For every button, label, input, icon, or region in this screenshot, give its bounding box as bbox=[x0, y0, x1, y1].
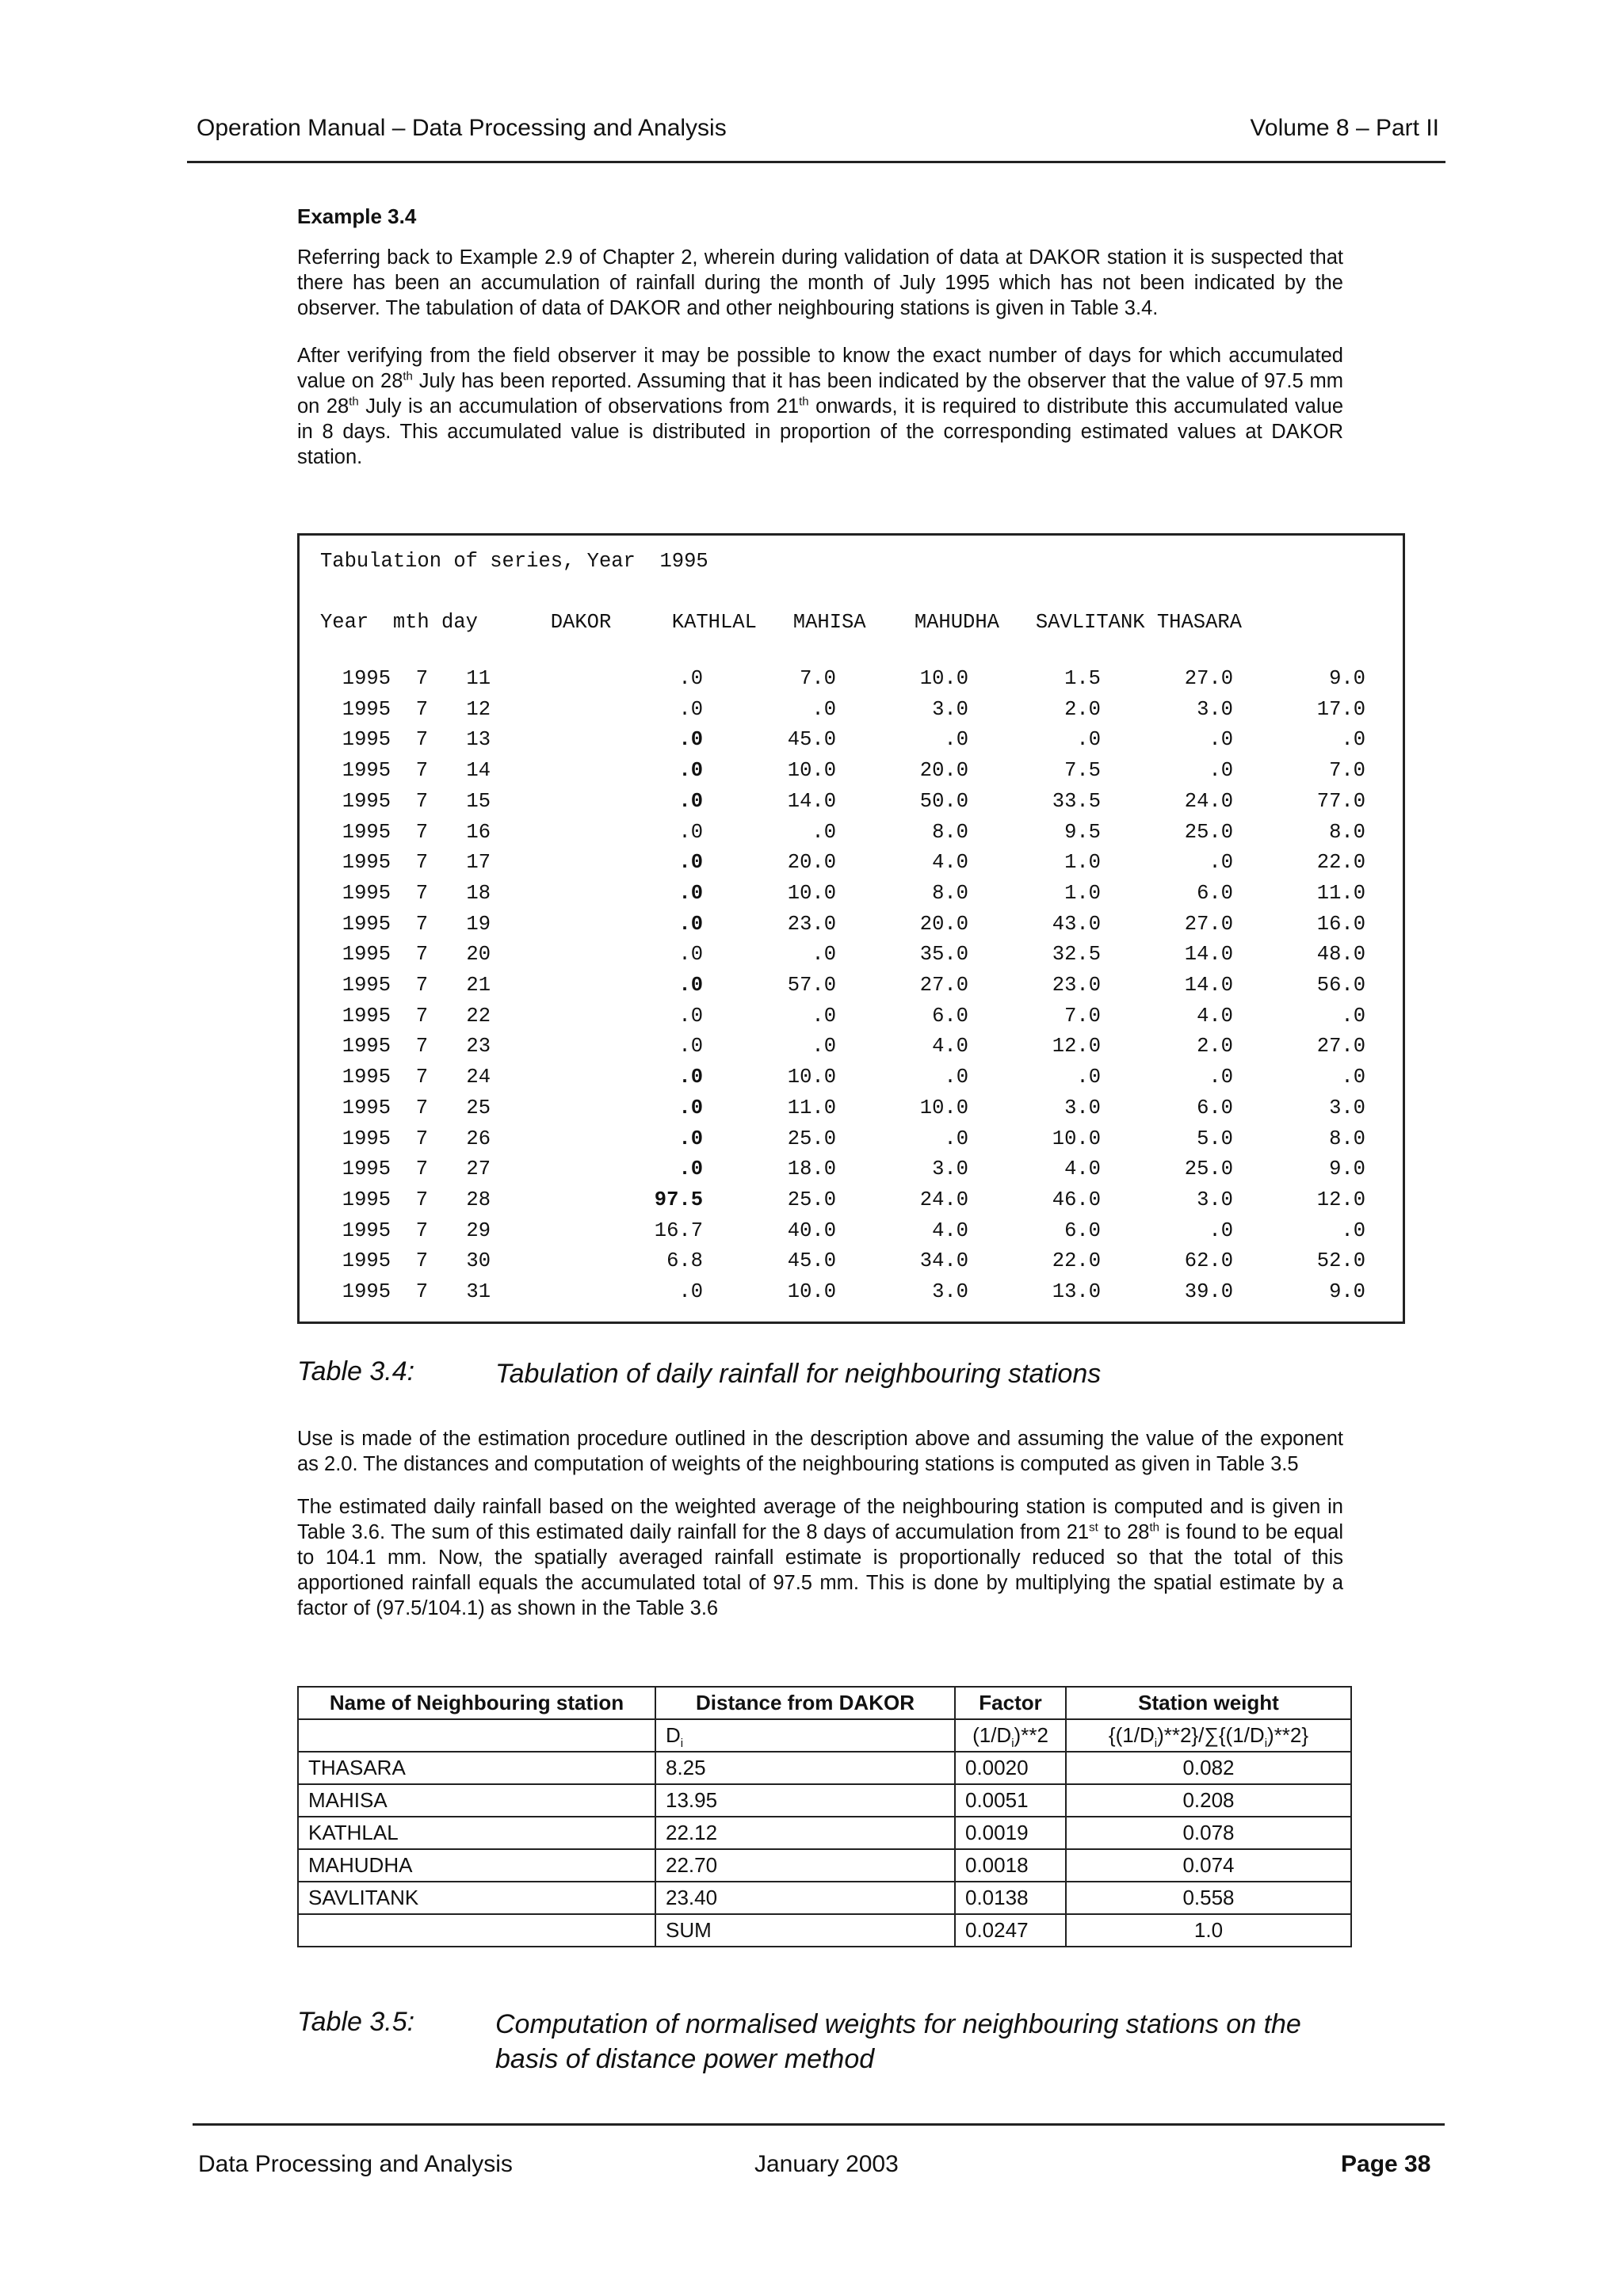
cell-day: 25 bbox=[466, 1096, 491, 1119]
cell-thasara: 9.0 bbox=[1329, 667, 1365, 690]
intro-section bbox=[297, 204, 1343, 492]
cell-day: 23 bbox=[466, 1035, 491, 1058]
cell-month: 7 bbox=[415, 1096, 428, 1119]
cell-dakor: .0 bbox=[678, 667, 703, 690]
cell-savlitank: .0 bbox=[1209, 1066, 1233, 1089]
cell-mahudha: 1.0 bbox=[1064, 851, 1101, 875]
tabulation-row bbox=[300, 790, 1403, 820]
table-header-row bbox=[298, 1687, 1351, 1719]
cell-dakor: .0 bbox=[678, 1280, 703, 1303]
cell-savlitank: 25.0 bbox=[1184, 1158, 1233, 1181]
cell-thasara: .0 bbox=[1341, 1004, 1365, 1028]
cell-kathlal: 14.0 bbox=[787, 789, 836, 813]
cell-day: 21 bbox=[466, 974, 491, 997]
cell-kathlal: .0 bbox=[812, 820, 836, 844]
cell-dakor: .0 bbox=[678, 1158, 703, 1181]
cell-thasara: 9.0 bbox=[1329, 1158, 1365, 1181]
cell-kathlal: 40.0 bbox=[787, 1219, 836, 1242]
cell-year: 1995 bbox=[342, 943, 391, 967]
cell-kathlal: 45.0 bbox=[787, 728, 836, 752]
cell-mahudha: 3.0 bbox=[1064, 1096, 1101, 1119]
cell-year: 1995 bbox=[342, 1004, 391, 1028]
header-volume: Volume 8 – Part II bbox=[1250, 115, 1439, 141]
cell-month: 7 bbox=[415, 974, 428, 997]
tabulation-row bbox=[300, 943, 1403, 973]
tabulation-row bbox=[300, 728, 1403, 758]
cell-savlitank: .0 bbox=[1209, 728, 1233, 752]
cell-month: 7 bbox=[415, 1035, 428, 1058]
cell-year: 1995 bbox=[342, 1280, 391, 1303]
tabulation-column-header: Year mth day DAKOR KATHLAL MAHISA MAHUDHA SAVLITANK THASARA bbox=[320, 611, 1242, 634]
cell-mahudha: 2.0 bbox=[1064, 697, 1101, 721]
cell-thasara: 17.0 bbox=[1316, 697, 1365, 721]
cell-dakor: .0 bbox=[678, 1127, 703, 1150]
header-title: Operation Manual – Data Processing and Analysis bbox=[197, 115, 727, 141]
cell-thasara: 12.0 bbox=[1316, 1188, 1365, 1211]
cell-day: 13 bbox=[466, 728, 491, 752]
header-factor: Factor bbox=[955, 1687, 1066, 1719]
cell-mahisa: 3.0 bbox=[932, 1158, 968, 1181]
cell-thasara: .0 bbox=[1341, 1066, 1365, 1089]
cell-mahisa: 4.0 bbox=[932, 1219, 968, 1242]
paragraph-1: Referring back to Example 2.9 of Chapter 2, wherein during validation of data at DAKOR station it is suspected that there has been an accumulation of rainfall during the month of July 1995 which has not been indicated by the observer. The tabulation of data of DAKOR and other neighbouring stations is given in Table 3.4. bbox=[297, 246, 1343, 319]
cell-mahudha: 7.5 bbox=[1064, 759, 1101, 783]
caption-number: Table 3.4: bbox=[297, 1356, 415, 1386]
cell-year: 1995 bbox=[342, 697, 391, 721]
example-title: Example 3.4 bbox=[297, 204, 417, 228]
tabulation-row bbox=[300, 1127, 1403, 1158]
table-3-5-caption bbox=[297, 2007, 1407, 2086]
cell-kathlal: 10.0 bbox=[787, 881, 836, 905]
cell-day: 14 bbox=[466, 759, 491, 783]
cell-mahisa: 35.0 bbox=[919, 943, 968, 967]
cell-mahisa: 27.0 bbox=[919, 974, 968, 997]
cell-mahisa: .0 bbox=[944, 728, 968, 752]
cell-dakor: .0 bbox=[678, 820, 703, 844]
cell-day: 17 bbox=[466, 851, 491, 875]
cell-kathlal: .0 bbox=[812, 1035, 836, 1058]
tabulation-row bbox=[300, 1219, 1403, 1249]
cell-kathlal: 18.0 bbox=[787, 1158, 836, 1181]
cell-mahudha: 6.0 bbox=[1064, 1219, 1101, 1242]
cell-mahudha: 4.0 bbox=[1064, 1158, 1101, 1181]
cell-kathlal: 23.0 bbox=[787, 912, 836, 936]
cell-mahudha: 33.5 bbox=[1052, 789, 1101, 813]
table-row: KATHLAL 22.12 0.0019 0.078 bbox=[298, 1817, 1351, 1849]
cell-dakor: .0 bbox=[678, 974, 703, 997]
cell-day: 30 bbox=[466, 1249, 491, 1273]
paragraph-4: The estimated daily rainfall based on the weighted average of the neighbouring station is computed and is given in Table 3.6. The sum of this estimated daily rainfall for the 8 days of accumulation from 21st to 28th is found to be equal to 104.1 mm. Now, the spatially averaged rainfall estimate is proportionally reduced so that the total of this apportioned rainfall equals the accumulated total of 97.5 mm. This is done by multiplying the spatial estimate by a factor of (97.5/104.1) as shown in the Table 3.6 bbox=[297, 1496, 1343, 1619]
cell-savlitank: 25.0 bbox=[1184, 820, 1233, 844]
cell-month: 7 bbox=[415, 1249, 428, 1273]
cell-day: 15 bbox=[466, 789, 491, 813]
tabulation-row bbox=[300, 913, 1403, 943]
header-rule bbox=[187, 161, 1445, 163]
cell-day: 19 bbox=[466, 912, 491, 936]
cell-year: 1995 bbox=[342, 820, 391, 844]
cell-savlitank: 14.0 bbox=[1184, 974, 1233, 997]
cell-thasara: 9.0 bbox=[1329, 1280, 1365, 1303]
cell-day: 29 bbox=[466, 1219, 491, 1242]
cell-mahudha: .0 bbox=[1076, 1066, 1101, 1089]
cell-mahudha: 7.0 bbox=[1064, 1004, 1101, 1028]
cell-dakor: .0 bbox=[678, 912, 703, 936]
cell-savlitank: .0 bbox=[1209, 1219, 1233, 1242]
cell-mahisa: 3.0 bbox=[932, 697, 968, 721]
cell-year: 1995 bbox=[342, 1188, 391, 1211]
cell-savlitank: 24.0 bbox=[1184, 789, 1233, 813]
tabulation-title: Tabulation of series, Year 1995 bbox=[320, 550, 708, 573]
cell-month: 7 bbox=[415, 851, 428, 875]
cell-year: 1995 bbox=[342, 667, 391, 690]
cell-kathlal: 11.0 bbox=[787, 1096, 836, 1119]
tabulation-row bbox=[300, 1158, 1403, 1188]
tabulation-row bbox=[300, 1249, 1403, 1280]
cell-thasara: 22.0 bbox=[1316, 851, 1365, 875]
method-section bbox=[297, 1426, 1343, 1643]
cell-month: 7 bbox=[415, 943, 428, 967]
tabulation-row bbox=[300, 851, 1403, 881]
cell-savlitank: 3.0 bbox=[1197, 697, 1233, 721]
tabulation-row bbox=[300, 1005, 1403, 1035]
cell-year: 1995 bbox=[342, 789, 391, 813]
cell-mahudha: 12.0 bbox=[1052, 1035, 1101, 1058]
cell-mahisa: 20.0 bbox=[919, 912, 968, 936]
cell-year: 1995 bbox=[342, 1158, 391, 1181]
cell-month: 7 bbox=[415, 1066, 428, 1089]
page-number: Page 38 bbox=[1341, 2151, 1431, 2177]
cell-savlitank: 2.0 bbox=[1197, 1035, 1233, 1058]
cell-year: 1995 bbox=[342, 1096, 391, 1119]
cell-thasara: 52.0 bbox=[1316, 1249, 1365, 1273]
cell-mahudha: 23.0 bbox=[1052, 974, 1101, 997]
cell-year: 1995 bbox=[342, 1219, 391, 1242]
cell-month: 7 bbox=[415, 1219, 428, 1242]
cell-mahisa: 4.0 bbox=[932, 1035, 968, 1058]
tabulation-row bbox=[300, 1066, 1403, 1096]
table-row: MAHUDHA 22.70 0.0018 0.074 bbox=[298, 1849, 1351, 1882]
cell-kathlal: 10.0 bbox=[787, 759, 836, 783]
tabulation-row bbox=[300, 974, 1403, 1004]
cell-month: 7 bbox=[415, 820, 428, 844]
cell-year: 1995 bbox=[342, 728, 391, 752]
cell-savlitank: 39.0 bbox=[1184, 1280, 1233, 1303]
cell-day: 11 bbox=[466, 667, 491, 690]
cell-mahudha: 43.0 bbox=[1052, 912, 1101, 936]
cell-month: 7 bbox=[415, 759, 428, 783]
caption-text: Computation of normalised weights for neighbouring stations on the basis of distance power method bbox=[495, 2009, 1301, 2074]
cell-month: 7 bbox=[415, 1280, 428, 1303]
cell-kathlal: 45.0 bbox=[787, 1249, 836, 1273]
cell-mahisa: 10.0 bbox=[919, 1096, 968, 1119]
cell-dakor: .0 bbox=[678, 1035, 703, 1058]
cell-kathlal: .0 bbox=[812, 697, 836, 721]
cell-mahudha: 46.0 bbox=[1052, 1188, 1101, 1211]
cell-kathlal: 25.0 bbox=[787, 1127, 836, 1150]
cell-year: 1995 bbox=[342, 912, 391, 936]
cell-savlitank: .0 bbox=[1209, 851, 1233, 875]
tabulation-row bbox=[300, 1097, 1403, 1127]
cell-kathlal: 10.0 bbox=[787, 1280, 836, 1303]
cell-thasara: 16.0 bbox=[1316, 912, 1365, 936]
rainfall-tabulation-box bbox=[297, 533, 1405, 1324]
cell-savlitank: 4.0 bbox=[1197, 1004, 1233, 1028]
table-3-4-caption bbox=[297, 1356, 1407, 1396]
cell-day: 24 bbox=[466, 1066, 491, 1089]
cell-thasara: 7.0 bbox=[1329, 759, 1365, 783]
cell-thasara: 77.0 bbox=[1316, 789, 1365, 813]
cell-mahisa: 3.0 bbox=[932, 1280, 968, 1303]
cell-year: 1995 bbox=[342, 1035, 391, 1058]
station-weights-table bbox=[297, 1686, 1352, 1947]
cell-mahudha: 10.0 bbox=[1052, 1127, 1101, 1150]
cell-thasara: 56.0 bbox=[1316, 974, 1365, 997]
tabulation-row bbox=[300, 667, 1403, 697]
cell-year: 1995 bbox=[342, 881, 391, 905]
cell-day: 16 bbox=[466, 820, 491, 844]
cell-dakor: .0 bbox=[678, 943, 703, 967]
cell-mahudha: 32.5 bbox=[1052, 943, 1101, 967]
tabulation-row bbox=[300, 882, 1403, 912]
cell-year: 1995 bbox=[342, 759, 391, 783]
cell-mahisa: .0 bbox=[944, 1066, 968, 1089]
cell-mahisa: .0 bbox=[944, 1127, 968, 1150]
tabulation-row bbox=[300, 759, 1403, 789]
caption-text: Tabulation of daily rainfall for neighbouring stations bbox=[495, 1359, 1102, 1389]
table-row: MAHISA 13.95 0.0051 0.208 bbox=[298, 1784, 1351, 1817]
tabulation-row bbox=[300, 1188, 1403, 1219]
cell-month: 7 bbox=[415, 697, 428, 721]
header-distance: Distance from DAKOR bbox=[655, 1687, 955, 1719]
cell-thasara: 3.0 bbox=[1329, 1096, 1365, 1119]
cell-kathlal: 25.0 bbox=[787, 1188, 836, 1211]
cell-month: 7 bbox=[415, 1127, 428, 1150]
cell-dakor: .0 bbox=[678, 881, 703, 905]
cell-thasara: .0 bbox=[1341, 728, 1365, 752]
tabulation-row bbox=[300, 1035, 1403, 1065]
cell-savlitank: 27.0 bbox=[1184, 667, 1233, 690]
cell-kathlal: .0 bbox=[812, 1004, 836, 1028]
cell-mahisa: 10.0 bbox=[919, 667, 968, 690]
cell-kathlal: 7.0 bbox=[800, 667, 836, 690]
cell-day: 20 bbox=[466, 943, 491, 967]
cell-dakor: 16.7 bbox=[654, 1219, 703, 1242]
cell-mahudha: 1.0 bbox=[1064, 881, 1101, 905]
table-row: SAVLITANK 23.40 0.0138 0.558 bbox=[298, 1882, 1351, 1914]
cell-savlitank: 6.0 bbox=[1197, 881, 1233, 905]
cell-savlitank: 6.0 bbox=[1197, 1096, 1233, 1119]
cell-kathlal: 57.0 bbox=[787, 974, 836, 997]
cell-year: 1995 bbox=[342, 1066, 391, 1089]
cell-month: 7 bbox=[415, 667, 428, 690]
footer-left: Data Processing and Analysis bbox=[198, 2151, 513, 2177]
cell-kathlal: .0 bbox=[812, 943, 836, 967]
cell-kathlal: 10.0 bbox=[787, 1066, 836, 1089]
paragraph-2: After verifying from the field observer it may be possible to know the exact number of days for which accumulated value on 28th July has been reported. Assuming that it has been indicated by the observer that the value of 97.5 mm on 28th July is an accumulation of observations from 21th onwards, it is required to distribute this accumulated value in 8 days. This accumulated value is distributed in proportion of the corresponding estimated values at DAKOR station. bbox=[297, 345, 1344, 468]
cell-day: 18 bbox=[466, 881, 491, 905]
cell-mahisa: 4.0 bbox=[932, 851, 968, 875]
cell-dakor: .0 bbox=[678, 789, 703, 813]
footer-date: January 2003 bbox=[754, 2151, 899, 2177]
cell-dakor: 6.8 bbox=[666, 1249, 703, 1273]
footer-rule bbox=[193, 2123, 1445, 2126]
cell-thasara: 8.0 bbox=[1329, 820, 1365, 844]
tabulation-row bbox=[300, 698, 1403, 728]
cell-dakor: .0 bbox=[678, 759, 703, 783]
cell-thasara: 27.0 bbox=[1316, 1035, 1365, 1058]
table-row: THASARA 8.25 0.0020 0.082 bbox=[298, 1752, 1351, 1784]
cell-savlitank: .0 bbox=[1209, 759, 1233, 783]
cell-mahudha: 13.0 bbox=[1052, 1280, 1101, 1303]
cell-mahisa: 8.0 bbox=[932, 881, 968, 905]
cell-year: 1995 bbox=[342, 974, 391, 997]
cell-mahudha: .0 bbox=[1076, 728, 1101, 752]
cell-mahudha: 9.5 bbox=[1064, 820, 1101, 844]
cell-thasara: .0 bbox=[1341, 1219, 1365, 1242]
cell-year: 1995 bbox=[342, 1127, 391, 1150]
table-subheader-row bbox=[298, 1719, 1351, 1752]
tabulation-row bbox=[300, 1280, 1403, 1310]
subheader-distance: $D_i$ bbox=[655, 1719, 955, 1752]
cell-month: 7 bbox=[415, 1004, 428, 1028]
cell-day: 22 bbox=[466, 1004, 491, 1028]
cell-month: 7 bbox=[415, 912, 428, 936]
cell-dakor: .0 bbox=[678, 1066, 703, 1089]
page-header bbox=[197, 111, 1439, 146]
cell-mahisa: 24.0 bbox=[919, 1188, 968, 1211]
cell-day: 28 bbox=[466, 1188, 491, 1211]
cell-month: 7 bbox=[415, 789, 428, 813]
cell-dakor: .0 bbox=[678, 728, 703, 752]
cell-day: 12 bbox=[466, 697, 491, 721]
cell-year: 1995 bbox=[342, 851, 391, 875]
cell-savlitank: 14.0 bbox=[1184, 943, 1233, 967]
cell-dakor: .0 bbox=[678, 697, 703, 721]
cell-month: 7 bbox=[415, 728, 428, 752]
cell-mahisa: 50.0 bbox=[919, 789, 968, 813]
subheader-factor: $(1/D_i)**2$ bbox=[955, 1719, 1066, 1752]
cell-month: 7 bbox=[415, 1188, 428, 1211]
cell-thasara: 48.0 bbox=[1316, 943, 1365, 967]
paragraph-3: Use is made of the estimation procedure outlined in the description above and assuming the value of the exponent as 2.0. The distances and computation of weights of the neighbouring stations is computed as given in Table 3.5 bbox=[297, 1428, 1343, 1475]
cell-month: 7 bbox=[415, 1158, 428, 1181]
cell-mahisa: 34.0 bbox=[919, 1249, 968, 1273]
cell-savlitank: 5.0 bbox=[1197, 1127, 1233, 1150]
tabulation-row bbox=[300, 821, 1403, 851]
subheader-weight: $\{(1/D_i)**2\}/\sum\{(1/D_i)**2\}$ bbox=[1066, 1719, 1351, 1752]
cell-savlitank: 62.0 bbox=[1184, 1249, 1233, 1273]
cell-month: 7 bbox=[415, 881, 428, 905]
cell-dakor: .0 bbox=[678, 1096, 703, 1119]
cell-kathlal: 20.0 bbox=[787, 851, 836, 875]
cell-savlitank: 27.0 bbox=[1184, 912, 1233, 936]
cell-dakor: 97.5 bbox=[654, 1188, 703, 1211]
cell-thasara: 8.0 bbox=[1329, 1127, 1365, 1150]
cell-mahudha: 22.0 bbox=[1052, 1249, 1101, 1273]
cell-dakor: .0 bbox=[678, 851, 703, 875]
cell-day: 26 bbox=[466, 1127, 491, 1150]
cell-mahudha: 1.5 bbox=[1064, 667, 1101, 690]
cell-mahisa: 20.0 bbox=[919, 759, 968, 783]
caption-number: Table 3.5: bbox=[297, 2007, 415, 2037]
header-weight: Station weight bbox=[1066, 1687, 1351, 1719]
table-sum-row: SUM 0.0247 1.0 bbox=[298, 1914, 1351, 1947]
cell-year: 1995 bbox=[342, 1249, 391, 1273]
cell-dakor: .0 bbox=[678, 1004, 703, 1028]
cell-day: 27 bbox=[466, 1158, 491, 1181]
header-station: Name of Neighbouring station bbox=[298, 1687, 655, 1719]
cell-day: 31 bbox=[466, 1280, 491, 1303]
cell-savlitank: 3.0 bbox=[1197, 1188, 1233, 1211]
cell-thasara: 11.0 bbox=[1316, 881, 1365, 905]
cell-mahisa: 6.0 bbox=[932, 1004, 968, 1028]
cell-mahisa: 8.0 bbox=[932, 820, 968, 844]
